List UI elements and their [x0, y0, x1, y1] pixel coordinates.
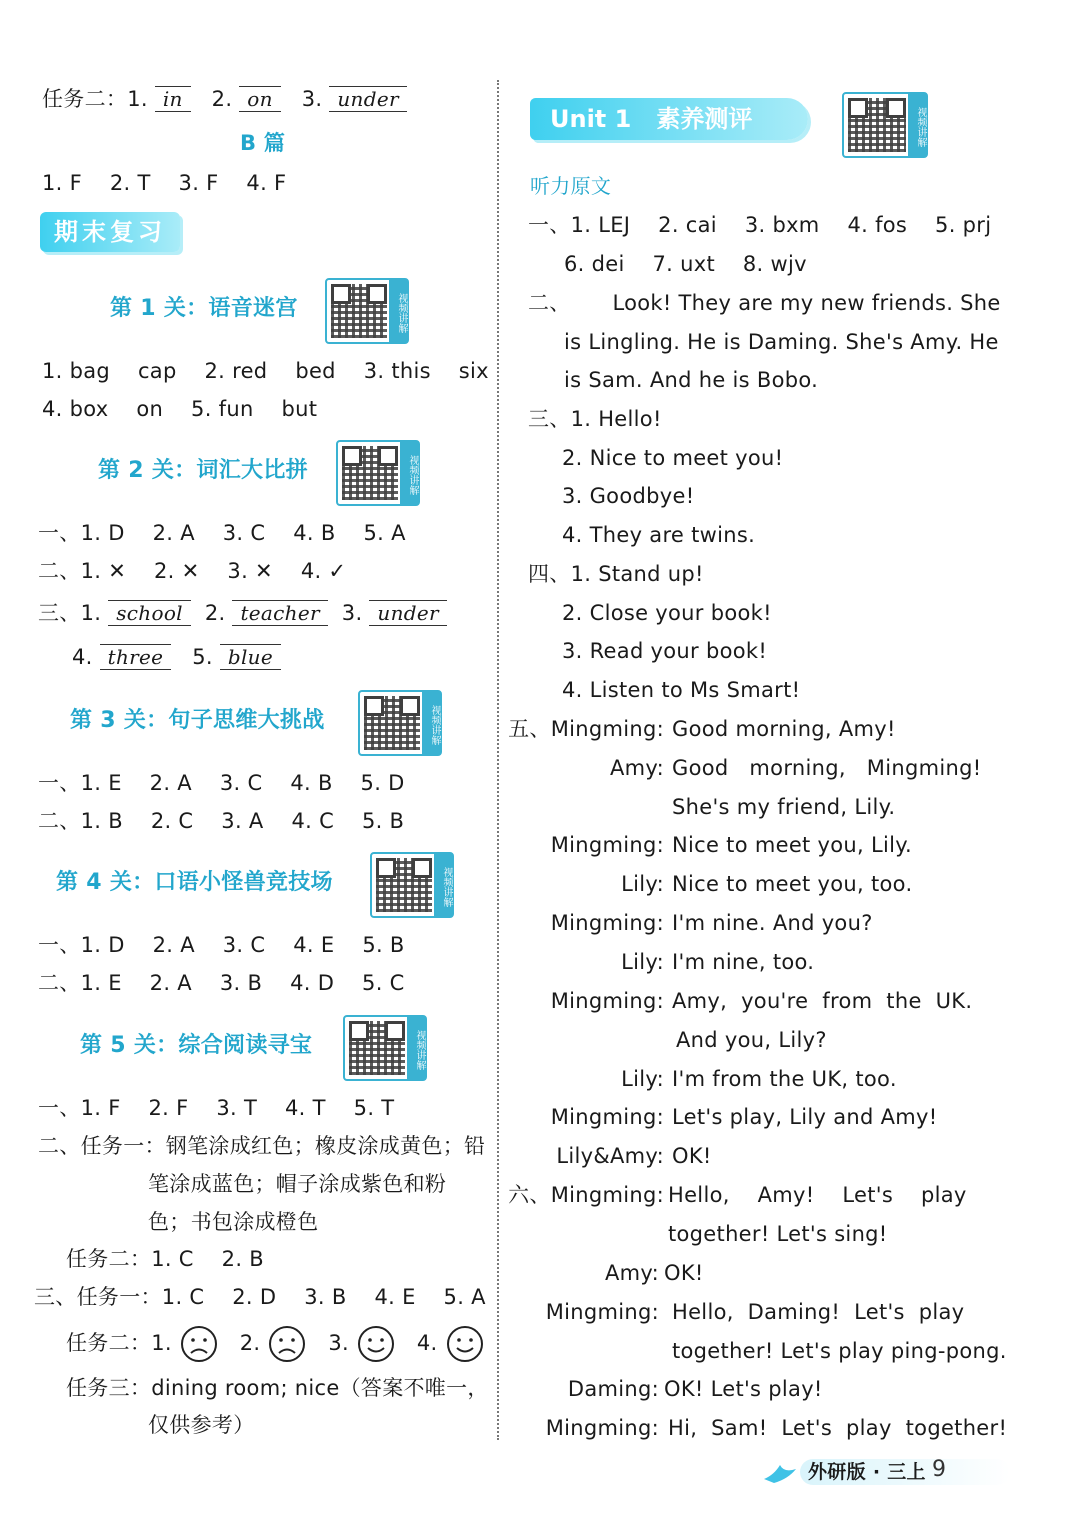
num-3: 3.: [301, 87, 323, 111]
dialogue-speaker: Mingming:: [545, 1300, 659, 1324]
level-4-title: 第 4 关：口语小怪兽竞技场: [56, 870, 333, 895]
face-num-4: 4.: [416, 1331, 438, 1355]
section-2-line-2: is Lingling. He is Daming. She's Amy. He: [564, 330, 999, 354]
answer-on: on: [239, 86, 281, 112]
level-1-title: 第 1 关：语音迷宫: [110, 296, 298, 321]
dialogue-line: Hello, Amy! Let's play: [668, 1183, 967, 1207]
dialogue-line: OK! Let's play!: [664, 1377, 823, 1401]
column-divider: [497, 80, 499, 1440]
level-5-line-8: 任务三：dining room; nice（答案不唯一，: [66, 1376, 489, 1400]
dialogue-speaker: Mingming:: [550, 833, 664, 857]
faces-prefix: 任务二：1.: [66, 1331, 172, 1355]
dialogue-speaker: Mingming:: [550, 1105, 664, 1129]
dialogue-line: I'm from the UK, too.: [672, 1067, 897, 1091]
qr-code-icon[interactable]: [842, 92, 928, 158]
l2-prefix: 三、1.: [38, 601, 102, 625]
dialogue-line: Nice to meet you, Lily.: [672, 833, 912, 857]
level-5-line-5: 任务二：1. C 2. B: [66, 1247, 264, 1271]
smiley-face-icon: [445, 1324, 485, 1364]
qr-tag: 视频讲解: [422, 692, 440, 754]
task2-prefix: 任务二：1.: [42, 87, 148, 111]
dialogue-line: And you, Lily?: [676, 1028, 827, 1052]
section-3-item: 三、1. Hello!: [528, 407, 662, 431]
level-5-title: 第 5 关：综合阅读寻宝: [80, 1033, 313, 1058]
level-2-line-2: 二、1. ✕ 2. ✕ 3. ✕ 4. ✓: [38, 559, 347, 583]
dialogue-line: Amy, you're from the UK.: [672, 989, 973, 1013]
b-section-title: B 篇: [240, 131, 286, 155]
dialogue-line: Hello, Daming! Let's play: [672, 1300, 965, 1324]
level-3-line-1: 一、1. E 2. A 3. C 4. B 5. D: [38, 771, 405, 795]
num-2: 2.: [204, 601, 226, 625]
dialogue-speaker: Amy:: [610, 756, 664, 780]
level-4-line-1: 一、1. D 2. A 3. C 4. E 5. B: [38, 933, 405, 957]
dialogue-line: OK!: [664, 1261, 704, 1285]
dialogue-line: together! Let's play ping-pong.: [672, 1339, 1007, 1363]
section-3-item: 3. Goodbye!: [562, 484, 695, 508]
dialogue-line: She's my friend, Lily.: [672, 795, 896, 819]
level-5-line-4: 色；书包涂成橙色: [148, 1210, 319, 1234]
face-num-2: 2.: [239, 1331, 261, 1355]
qr-tag: 视频讲解: [389, 280, 407, 342]
level-5-line-3: 笔涂成蓝色；帽子涂成紫色和粉: [148, 1172, 447, 1196]
section-1-line-1: 一、1. LEJ 2. cai 3. bxm 4. fos 5. prj: [528, 213, 992, 237]
section-2-line-1: 二、 Look! They are my new friends. She: [528, 291, 1001, 315]
listening-script-title: 听力原文: [530, 174, 612, 198]
sad-face-icon: [267, 1324, 307, 1364]
dialogue-line: I'm nine, too.: [672, 950, 815, 974]
qr-code-icon[interactable]: [370, 852, 454, 918]
edition-label: 外研版 · 三上: [808, 1461, 926, 1483]
section-3-item: 4. They are twins.: [562, 523, 756, 547]
section-1-line-2: 6. dei 7. uxt 8. wjv: [564, 252, 807, 276]
unit-1-banner: Unit 1 素养测评: [530, 98, 808, 140]
dialogue-line: Hi, Sam! Let's play together!: [668, 1416, 1008, 1440]
dialogue-speaker: 五、Mingming:: [508, 717, 664, 741]
dialogue-line: Let's play, Lily and Amy!: [672, 1105, 938, 1129]
answer-under: under: [329, 86, 406, 112]
dialogue-line: Nice to meet you, too.: [672, 872, 913, 896]
dialogue-line: I'm nine. And you?: [672, 911, 873, 935]
qr-code-icon[interactable]: [336, 440, 420, 506]
task2-answers: [42, 86, 407, 112]
level-4-line-2: 二、1. E 2. A 3. B 4. D 5. C: [38, 971, 405, 995]
level-5-line-2: 二、任务一：钢笔涂成红色；橡皮涂成黄色；铅: [38, 1134, 486, 1158]
section-4-item: 四、1. Stand up!: [528, 562, 704, 586]
qr-tag: 视频讲解: [400, 442, 418, 504]
dialogue-speaker: 六、Mingming:: [508, 1183, 664, 1207]
level-2-title: 第 2 关：词汇大比拼: [98, 458, 308, 483]
section-3-item: 2. Nice to meet you!: [562, 446, 784, 470]
final-review-banner: 期末复习: [40, 212, 180, 252]
dialogue-speaker: Lily:: [621, 950, 664, 974]
qr-tag: 视频讲解: [407, 1017, 425, 1079]
face-num-3: 3.: [328, 1331, 349, 1355]
num-4: 4.: [72, 645, 93, 669]
section-4-item: 4. Listen to Ms Smart!: [562, 678, 801, 702]
sad-face-icon: [179, 1324, 219, 1364]
level-5-line-6: 三、任务一：1. C 2. D 3. B 4. E 5. A: [34, 1285, 486, 1309]
answer-under: under: [369, 600, 446, 626]
num-5: 5.: [192, 645, 213, 669]
answer-school: school: [108, 600, 191, 626]
dialogue-speaker: Lily&Amy:: [556, 1144, 664, 1168]
level-1-line-1: 1. bag cap 2. red bed 3. this six: [42, 359, 489, 383]
level-5-faces-line: [66, 1323, 485, 1364]
answer-three: three: [100, 644, 172, 670]
dialogue-line: together! Let's sing!: [668, 1222, 888, 1246]
page-footer: [760, 1455, 1060, 1489]
answer-in: in: [155, 86, 191, 112]
dialogue-speaker: Amy:: [605, 1261, 659, 1285]
dialogue-speaker: Mingming:: [545, 1416, 659, 1440]
answer-teacher: teacher: [232, 600, 327, 626]
num-3: 3.: [341, 601, 363, 625]
dialogue-speaker: Mingming:: [550, 989, 664, 1013]
qr-code-icon[interactable]: [358, 690, 442, 756]
smiley-face-icon: [356, 1324, 396, 1364]
bird-icon: [760, 1457, 800, 1487]
qr-tag: 视频讲解: [434, 854, 452, 916]
level-5-line-1: 一、1. F 2. F 3. T 4. T 5. T: [38, 1096, 395, 1120]
level-2-line-1: 一、1. D 2. A 3. C 4. B 5. A: [38, 521, 406, 545]
page-number: 9: [932, 1457, 947, 1482]
level-3-line-2: 二、1. B 2. C 3. A 4. C 5. B: [38, 809, 405, 833]
answer-blue: blue: [220, 644, 281, 670]
dialogue-speaker: Daming:: [567, 1377, 659, 1401]
level-3-title: 第 3 关：句子思维大挑战: [70, 708, 325, 733]
dialogue-line: Good morning, Amy!: [672, 717, 896, 741]
section-4-item: 3. Read your book!: [562, 639, 768, 663]
dialogue-line: OK!: [672, 1144, 712, 1168]
b-answers: 1. F 2. T 3. F 4. F: [42, 171, 287, 195]
section-4-item: 2. Close your book!: [562, 601, 772, 625]
dialogue-speaker: Mingming:: [550, 911, 664, 935]
section-2-line-3: is Sam. And he is Bobo.: [564, 368, 819, 392]
level-5-line-9: 仅供参考）: [148, 1413, 255, 1437]
qr-code-icon[interactable]: [325, 278, 409, 344]
num-2: 2.: [211, 87, 233, 111]
dialogue-speaker: Lily:: [621, 1067, 664, 1091]
dialogue-line: Good morning, Mingming!: [672, 756, 982, 780]
level-1-line-2: 4. box on 5. fun but: [42, 397, 318, 421]
qr-code-icon[interactable]: [343, 1015, 427, 1081]
level-2-line-4: [72, 644, 281, 670]
level-2-line-3: [38, 600, 447, 626]
qr-tag: 视频讲解: [908, 94, 926, 156]
dialogue-speaker: Lily:: [621, 872, 664, 896]
